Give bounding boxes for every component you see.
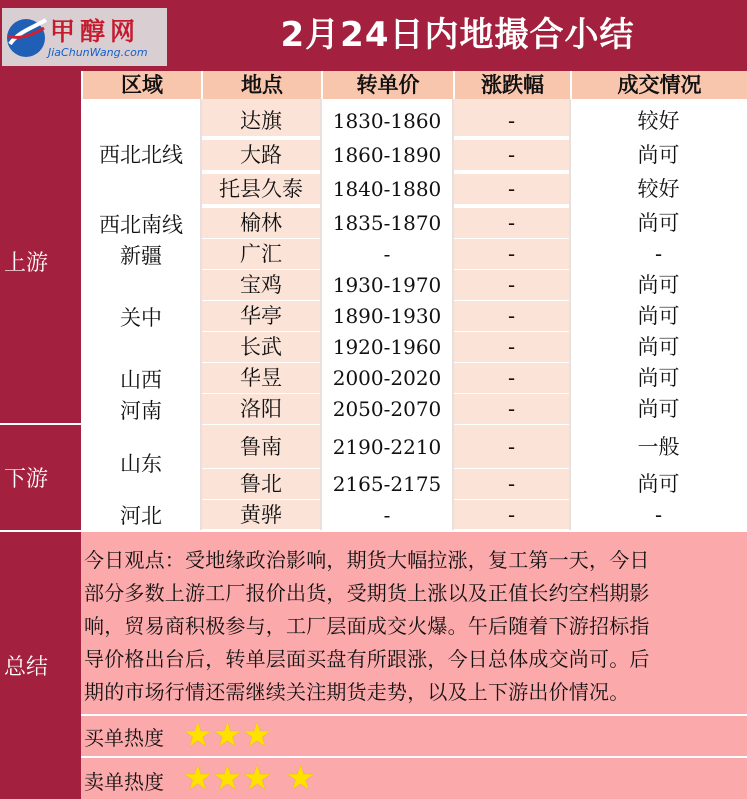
- price-cell: 2190-2210: [321, 425, 453, 469]
- change-cell: -: [453, 174, 570, 205]
- price-cell: 1890-1930: [321, 301, 453, 332]
- section-upstream: [0, 99, 81, 423]
- price-cell: 1835-1870: [321, 208, 453, 239]
- column-header-region: 区域: [81, 71, 201, 99]
- logo-url: JiaChunWang.com: [48, 46, 148, 59]
- page-title: 2月24日内地撮合小结: [280, 15, 635, 55]
- place-cell: 长武: [201, 332, 321, 363]
- column-header-price: 转单价: [321, 71, 453, 99]
- change-cell: -: [453, 469, 570, 500]
- summary-line: 部分多数上游工厂报价出货，受期货上涨以及正值长约空档期影: [84, 581, 650, 605]
- column-header-status: 成交情况: [570, 71, 747, 99]
- price-cell: 1860-1890: [321, 140, 453, 171]
- region-cell: 河北: [81, 500, 201, 530]
- change-cell: -: [453, 301, 570, 332]
- section-label: 上游: [4, 250, 49, 276]
- section-label: 下游: [4, 467, 49, 492]
- status-cell: -: [570, 239, 747, 270]
- price-cell: -: [321, 239, 453, 270]
- change-cell: -: [453, 425, 570, 469]
- status-cell: 一般: [570, 425, 747, 469]
- section-downstream: [0, 425, 81, 530]
- region-cell: 西北北线: [81, 99, 201, 208]
- status-cell: 尚可: [570, 140, 747, 171]
- column-header-spacer: [0, 71, 81, 99]
- place-cell: 托县久泰: [201, 174, 321, 205]
- section-summary: [0, 532, 81, 799]
- summary-line: 期的市场行情还需继续关注期货走势，以及上下游出价情况。: [84, 680, 630, 704]
- logo-name: 甲醇网: [50, 17, 141, 46]
- region-cell: 西北南线: [81, 208, 201, 239]
- price-cell: 1930-1970: [321, 270, 453, 301]
- star-icon: ★: [212, 758, 243, 797]
- change-cell: -: [453, 332, 570, 363]
- region-cell: 关中: [81, 270, 201, 363]
- place-cell: 广汇: [201, 239, 321, 270]
- star-icon: ★: [242, 758, 272, 797]
- place-cell: 鲁南: [201, 425, 321, 469]
- place-cell: 华亭: [201, 301, 321, 332]
- status-cell: 尚可: [570, 301, 747, 332]
- price-cell: 2000-2020: [321, 363, 453, 394]
- summary-divider: [81, 714, 747, 716]
- place-cell: 达旗: [201, 106, 321, 137]
- change-cell: -: [453, 140, 570, 171]
- price-cell: 1920-1960: [321, 332, 453, 363]
- summary-divider: [81, 756, 747, 758]
- change-cell: -: [453, 500, 570, 530]
- summary-line: 今日观点：受地缘政治影响，期货大幅拉涨，复工第一天，今日: [84, 548, 650, 572]
- change-cell: -: [453, 239, 570, 270]
- status-cell: 尚可: [570, 363, 747, 394]
- summary-line: 导价格出台后，转单层面买盘有所跟涨，今日总体成交尚可。后: [84, 647, 650, 671]
- status-cell: 尚可: [570, 332, 747, 363]
- place-cell: 黄骅: [201, 500, 321, 530]
- column-header-change: 涨跌幅: [453, 71, 570, 99]
- globe-logo-icon: [4, 14, 48, 60]
- place-cell: 大路: [201, 140, 321, 171]
- place-cell: 榆林: [201, 208, 321, 239]
- sell-heat-label: 卖单热度: [84, 770, 164, 794]
- price-cell: -: [321, 500, 453, 530]
- status-cell: 尚可: [570, 469, 747, 500]
- buy-heat-rating: [183, 717, 272, 753]
- status-cell: 尚可: [570, 270, 747, 301]
- status-cell: 尚可: [570, 394, 747, 425]
- section-label: 总结: [4, 655, 49, 680]
- sell-heat-rating: [183, 760, 315, 796]
- change-cell: -: [453, 394, 570, 425]
- place-cell: 鲁北: [201, 469, 321, 500]
- change-cell: -: [453, 208, 570, 239]
- status-cell: 尚可: [570, 208, 747, 239]
- price-cell: 2050-2070: [321, 394, 453, 425]
- region-cell: 山东: [81, 425, 201, 500]
- star-icon: ★: [212, 715, 243, 754]
- region-cell: 河南: [81, 394, 201, 425]
- price-cell: 1840-1880: [321, 174, 453, 205]
- status-cell: 较好: [570, 106, 747, 137]
- status-cell: 较好: [570, 174, 747, 205]
- region-cell: 山西: [81, 363, 201, 394]
- star-icon: ★: [183, 715, 213, 754]
- status-cell: -: [570, 500, 747, 530]
- place-cell: 宝鸡: [201, 270, 321, 301]
- price-cell: 1830-1860: [321, 106, 453, 137]
- star-icon: ★: [242, 715, 272, 754]
- change-cell: -: [453, 106, 570, 137]
- star-icon: ★: [183, 758, 213, 797]
- place-cell: 洛阳: [201, 394, 321, 425]
- place-cell: 华昱: [201, 363, 321, 394]
- change-cell: -: [453, 270, 570, 301]
- summary-text: [84, 544, 744, 709]
- star-icon: ★: [285, 758, 316, 797]
- logo: [2, 8, 167, 66]
- buy-heat-label: 买单热度: [84, 726, 164, 750]
- summary-line: 响，贸易商积极参与，工厂层面成交火爆。午后随着下游招标指: [84, 614, 650, 638]
- change-cell: -: [453, 363, 570, 394]
- price-cell: 2165-2175: [321, 469, 453, 500]
- region-cell: 新疆: [81, 239, 201, 270]
- column-header-place: 地点: [201, 71, 321, 99]
